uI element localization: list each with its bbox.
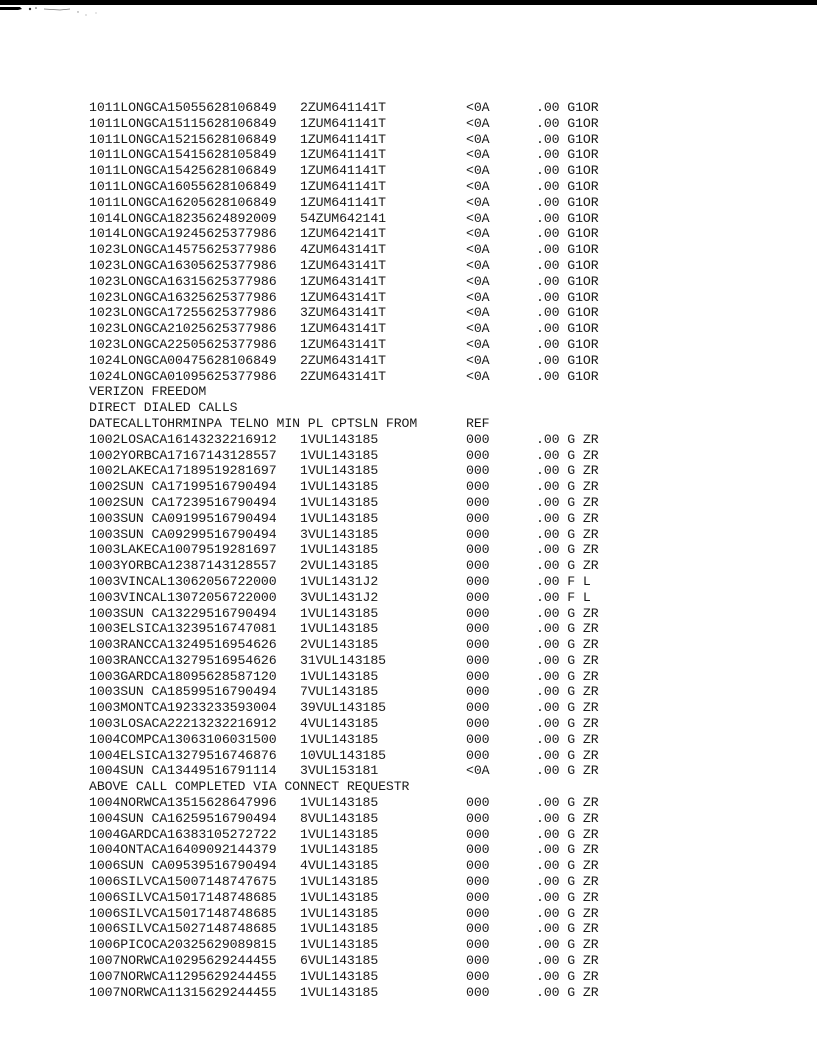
call-minutes-code: 8VUL143185 <box>300 810 379 826</box>
call-date-location-number: 1003GARDCA18095628587120 <box>89 668 277 684</box>
call-minutes-code: 1ZUM643141T <box>300 321 386 337</box>
call-amount-flags: .00 G ZR <box>536 968 599 984</box>
call-ref-code: 000 <box>466 652 490 668</box>
call-ref-code: 000 <box>466 874 490 890</box>
call-minutes-code: 1VUL143185 <box>300 921 379 937</box>
call-minutes-code: 1VUL143185 <box>300 668 379 684</box>
call-date-location-number: 1011LONGCA16055628106849 <box>89 178 277 194</box>
call-record-row <box>89 479 789 495</box>
call-record-row <box>89 700 789 716</box>
call-record-row <box>89 321 789 337</box>
call-ref-code: 000 <box>466 968 490 984</box>
call-minutes-code: 1VUL143185 <box>300 826 379 842</box>
call-ref-code: <0A <box>466 257 490 273</box>
call-minutes-code: 1VUL143185 <box>300 463 379 479</box>
call-minutes-code: 1VUL143185 <box>300 905 379 921</box>
call-record-row <box>89 132 789 148</box>
call-minutes-code: 1ZUM641141T <box>300 178 386 194</box>
call-record-row <box>89 432 789 448</box>
call-date-location-number: 1011LONGCA15115628106849 <box>89 115 277 131</box>
call-ref-code: 000 <box>466 889 490 905</box>
call-date-location-number: 1002LAKECA17189519281697 <box>89 463 277 479</box>
call-ref-code: <0A <box>466 336 490 352</box>
call-date-location-number: 1014LONGCA19245625377986 <box>89 226 277 242</box>
call-ref-code: <0A <box>466 321 490 337</box>
call-minutes-code: 3VUL143185 <box>300 526 379 542</box>
call-date-location-number: 1004SUN CA16259516790494 <box>89 810 277 826</box>
call-ref-code: 000 <box>466 573 490 589</box>
call-record-row <box>89 953 789 969</box>
call-amount-flags: .00 G ZR <box>536 558 599 574</box>
call-amount-flags: .00 G ZR <box>536 510 599 526</box>
call-ref-code: <0A <box>466 242 490 258</box>
call-ref-code: 000 <box>466 479 490 495</box>
call-amount-flags: .00 G ZR <box>536 431 599 447</box>
call-ref-code: 000 <box>466 447 490 463</box>
call-record-row <box>89 874 789 890</box>
call-record-row <box>89 305 789 321</box>
call-amount-flags: .00 G ZR <box>536 842 599 858</box>
call-minutes-code: 1VUL1431J2 <box>300 573 379 589</box>
call-date-location-number: 1004ELSICA13279516746876 <box>89 747 277 763</box>
call-amount-flags: .00 G ZR <box>536 810 599 826</box>
call-amount-flags: .00 G ZR <box>536 795 599 811</box>
call-ref-code: 000 <box>466 810 490 826</box>
call-amount-flags: .00 G ZR <box>536 463 599 479</box>
call-ref-code: 000 <box>466 905 490 921</box>
call-record-row <box>89 116 789 132</box>
call-date-location-number: 1011LONGCA15055628106849 <box>89 100 277 115</box>
call-record-row <box>89 827 789 843</box>
call-date-location-number: 1011LONGCA15415628105849 <box>89 147 277 163</box>
call-ref-code: 000 <box>466 510 490 526</box>
call-record-row <box>89 495 789 511</box>
call-record-row <box>89 527 789 543</box>
call-ref-code: <0A <box>466 289 490 305</box>
call-date-location-number: 1023LONGCA14575625377986 <box>89 242 277 258</box>
call-ref-code: <0A <box>466 226 490 242</box>
call-amount-flags: .00 G1OR <box>536 352 599 368</box>
call-minutes-code: 1VUL143185 <box>300 447 379 463</box>
call-date-location-number: 1007NORWCA11315629244455 <box>89 984 277 1000</box>
scan-artifact <box>0 5 110 25</box>
call-minutes-code: 1ZUM641141T <box>300 115 386 131</box>
call-record-row <box>89 985 789 1001</box>
call-date-location-number: 1002SUN CA17199516790494 <box>89 479 277 495</box>
call-minutes-code: 1ZUM643141T <box>300 273 386 289</box>
call-amount-flags: .00 G ZR <box>536 889 599 905</box>
call-amount-flags: .00 G1OR <box>536 289 599 305</box>
call-amount-flags: .00 G1OR <box>536 163 599 179</box>
call-amount-flags: .00 G ZR <box>536 937 599 953</box>
call-record-row <box>89 669 789 685</box>
call-date-location-number: 1023LONGCA21025625377986 <box>89 321 277 337</box>
call-record-row <box>89 558 789 574</box>
call-ref-code: 000 <box>466 716 490 732</box>
call-amount-flags: .00 G ZR <box>536 447 599 463</box>
call-date-location-number: 1023LONGCA16315625377986 <box>89 273 277 289</box>
call-minutes-code: 2VUL143185 <box>300 558 379 574</box>
call-amount-flags: .00 G ZR <box>536 637 599 653</box>
call-ref-code: <0A <box>466 194 490 210</box>
call-record-row <box>89 763 789 779</box>
call-minutes-code: 3VUL153181 <box>300 763 379 779</box>
call-date-location-number: 1014LONGCA18235624892009 <box>89 210 277 226</box>
call-ref-code: <0A <box>466 147 490 163</box>
call-minutes-code: 1VUL143185 <box>300 479 379 495</box>
call-date-location-number: 1007NORWCA10295629244455 <box>89 953 277 969</box>
call-amount-flags: .00 G1OR <box>536 226 599 242</box>
call-amount-flags: .00 F L <box>536 573 591 589</box>
call-minutes-code: 2ZUM643141T <box>300 352 386 368</box>
call-ref-code: <0A <box>466 368 490 384</box>
call-date-location-number: 1003YORBCA12387143128557 <box>89 558 277 574</box>
call-date-location-number: 1003RANCCA13249516954626 <box>89 637 277 653</box>
call-ref-code: <0A <box>466 100 490 115</box>
call-record-row <box>89 906 789 922</box>
call-ref-code: 000 <box>466 858 490 874</box>
call-record-row <box>89 211 789 227</box>
call-minutes-code: 7VUL143185 <box>300 684 379 700</box>
call-date-location-number: 1004NORWCA13515628647996 <box>89 795 277 811</box>
call-amount-flags: .00 G1OR <box>536 273 599 289</box>
call-ref-code: <0A <box>466 178 490 194</box>
call-record-row <box>89 100 789 116</box>
call-minutes-code: 2ZUM641141T <box>300 100 386 115</box>
call-date-location-number: 1023LONGCA22505625377986 <box>89 336 277 352</box>
call-ref-code: 000 <box>466 637 490 653</box>
call-ref-code: <0A <box>466 115 490 131</box>
call-minutes-code: 1VUL143185 <box>300 510 379 526</box>
call-date-location-number: 1004ONTACA16409092144379 <box>89 842 277 858</box>
call-ref-code: <0A <box>466 352 490 368</box>
long-distance-call-rows <box>89 100 789 384</box>
call-minutes-code: 1ZUM642141T <box>300 226 386 242</box>
call-date-location-number: 1003VINCAL13072056722000 <box>89 589 277 605</box>
call-minutes-code: 3ZUM643141T <box>300 305 386 321</box>
call-minutes-code: 1VUL143185 <box>300 605 379 621</box>
call-record-row <box>89 606 789 622</box>
call-amount-flags: .00 G ZR <box>536 700 599 716</box>
section-heading: DIRECT DIALED CALLS <box>89 400 238 416</box>
call-ref-code: 000 <box>466 558 490 574</box>
call-amount-flags: .00 G ZR <box>536 526 599 542</box>
call-amount-flags: .00 G ZR <box>536 731 599 747</box>
call-minutes-code: 3VUL1431J2 <box>300 589 379 605</box>
call-date-location-number: 1024LONGCA01095625377986 <box>89 368 277 384</box>
call-date-location-number: 1003LOSACA22213232216912 <box>89 716 277 732</box>
call-ref-code: 000 <box>466 984 490 1000</box>
call-amount-flags: .00 G1OR <box>536 115 599 131</box>
call-amount-flags: .00 G ZR <box>536 747 599 763</box>
call-record-row <box>89 732 789 748</box>
call-date-location-number: 1006SILVCA15017148748685 <box>89 889 277 905</box>
call-amount-flags: .00 G1OR <box>536 210 599 226</box>
call-record-row <box>89 684 789 700</box>
call-minutes-code: 1ZUM643141T <box>300 257 386 273</box>
call-minutes-code: 1VUL143185 <box>300 494 379 510</box>
call-date-location-number: 1003SUN CA18599516790494 <box>89 684 277 700</box>
call-amount-flags: .00 G ZR <box>536 826 599 842</box>
call-record-row <box>89 147 789 163</box>
connect-request-note: ABOVE CALL COMPLETED VIA CONNECT REQUESTR <box>89 779 410 795</box>
call-amount-flags: .00 G ZR <box>536 763 599 779</box>
call-minutes-code: 1VUL143185 <box>300 542 379 558</box>
call-record-row <box>89 195 789 211</box>
call-amount-flags: .00 G ZR <box>536 652 599 668</box>
call-amount-flags: .00 G1OR <box>536 257 599 273</box>
call-minutes-code: 1VUL143185 <box>300 937 379 953</box>
call-record-row <box>89 842 789 858</box>
call-ref-code: 000 <box>466 937 490 953</box>
call-date-location-number: 1011LONGCA15425628106849 <box>89 163 277 179</box>
call-date-location-number: 1006SILVCA15027148748685 <box>89 921 277 937</box>
call-ref-code: <0A <box>466 763 490 779</box>
call-record-row <box>89 226 789 242</box>
call-minutes-code: 1ZUM641141T <box>300 147 386 163</box>
call-minutes-code: 1VUL143185 <box>300 889 379 905</box>
call-amount-flags: .00 G ZR <box>536 494 599 510</box>
call-ref-code: 000 <box>466 921 490 937</box>
call-ref-code: 000 <box>466 431 490 447</box>
call-ref-code: 000 <box>466 463 490 479</box>
direct-dialed-call-rows-continued <box>89 795 789 1000</box>
call-minutes-code: 1VUL143185 <box>300 431 379 447</box>
call-date-location-number: 1004GARDCA16383105272722 <box>89 826 277 842</box>
call-ref-code: 000 <box>466 668 490 684</box>
call-amount-flags: .00 G1OR <box>536 368 599 384</box>
call-date-location-number: 1006SUN CA09539516790494 <box>89 858 277 874</box>
call-date-location-number: 1003SUN CA13229516790494 <box>89 605 277 621</box>
call-amount-flags: .00 G1OR <box>536 194 599 210</box>
call-minutes-code: 1ZUM641141T <box>300 131 386 147</box>
call-record-row <box>89 748 789 764</box>
call-date-location-number: 1002SUN CA17239516790494 <box>89 494 277 510</box>
call-record-row <box>89 353 789 369</box>
call-minutes-code: 1ZUM641141T <box>300 194 386 210</box>
column-header-labels: DATECALLTOHRMINPA TELNO MIN PL CPTSLN FROM <box>89 415 418 431</box>
company-heading: VERIZON FREEDOM <box>89 384 207 400</box>
call-amount-flags: .00 G ZR <box>536 858 599 874</box>
call-amount-flags: .00 G ZR <box>536 921 599 937</box>
call-record-row <box>89 890 789 906</box>
call-date-location-number: 1002LOSACA16143232216912 <box>89 431 277 447</box>
call-amount-flags: .00 G1OR <box>536 131 599 147</box>
call-record-row <box>89 274 789 290</box>
call-date-location-number: 1003MONTCA19233233593004 <box>89 700 277 716</box>
call-minutes-code: 1VUL143185 <box>300 874 379 890</box>
call-record-row <box>89 369 789 385</box>
call-ref-code: 000 <box>466 684 490 700</box>
call-date-location-number: 1003VINCAL13062056722000 <box>89 573 277 589</box>
call-ref-code: <0A <box>466 210 490 226</box>
call-ref-code: 000 <box>466 605 490 621</box>
call-ref-code: <0A <box>466 273 490 289</box>
call-amount-flags: .00 G1OR <box>536 336 599 352</box>
call-ref-code: 000 <box>466 621 490 637</box>
call-ref-code: 000 <box>466 542 490 558</box>
call-amount-flags: .00 G ZR <box>536 668 599 684</box>
call-minutes-code: 1VUL143185 <box>300 968 379 984</box>
call-record-row <box>89 258 789 274</box>
call-record-row <box>89 858 789 874</box>
call-record-row <box>89 937 789 953</box>
call-date-location-number: 1006PICOCA20325629089815 <box>89 937 277 953</box>
call-date-location-number: 1023LONGCA16305625377986 <box>89 257 277 273</box>
call-record-row <box>89 542 789 558</box>
call-minutes-code: 1ZUM643141T <box>300 289 386 305</box>
call-minutes-code: 1ZUM641141T <box>300 163 386 179</box>
call-record-row <box>89 590 789 606</box>
call-ref-code: 000 <box>466 494 490 510</box>
call-minutes-code: 39VUL143185 <box>300 700 386 716</box>
call-record-row <box>89 163 789 179</box>
call-ref-code: <0A <box>466 163 490 179</box>
call-amount-flags: .00 G1OR <box>536 305 599 321</box>
call-record-row <box>89 921 789 937</box>
call-record-row <box>89 511 789 527</box>
call-record-row <box>89 621 789 637</box>
call-record-row <box>89 448 789 464</box>
call-amount-flags: .00 G1OR <box>536 321 599 337</box>
call-amount-flags: .00 G1OR <box>536 100 599 115</box>
call-record-row <box>89 574 789 590</box>
call-minutes-code: 4VUL143185 <box>300 858 379 874</box>
call-amount-flags: .00 G ZR <box>536 542 599 558</box>
call-ref-code: 000 <box>466 795 490 811</box>
call-amount-flags: .00 G1OR <box>536 242 599 258</box>
call-ref-code: 000 <box>466 731 490 747</box>
call-date-location-number: 1011LONGCA15215628106849 <box>89 131 277 147</box>
call-record-row <box>89 337 789 353</box>
call-minutes-code: 1VUL143185 <box>300 984 379 1000</box>
call-ref-code: 000 <box>466 826 490 842</box>
call-minutes-code: 10VUL143185 <box>300 747 386 763</box>
call-minutes-code: 1VUL143185 <box>300 731 379 747</box>
call-minutes-code: 6VUL143185 <box>300 953 379 969</box>
call-ref-code: <0A <box>466 131 490 147</box>
call-amount-flags: .00 G ZR <box>536 479 599 495</box>
call-minutes-code: 1VUL143185 <box>300 795 379 811</box>
call-amount-flags: .00 G1OR <box>536 147 599 163</box>
call-amount-flags: .00 G ZR <box>536 905 599 921</box>
column-header-ref: REF <box>466 415 490 431</box>
call-date-location-number: 1004COMPCA13063106031500 <box>89 731 277 747</box>
call-amount-flags: .00 G ZR <box>536 605 599 621</box>
call-ref-code: 000 <box>466 589 490 605</box>
call-date-location-number: 1023LONGCA17255625377986 <box>89 305 277 321</box>
call-ref-code: 000 <box>466 700 490 716</box>
call-record-row <box>89 637 789 653</box>
call-minutes-code: 54ZUM642141 <box>300 210 386 226</box>
call-date-location-number: 1024LONGCA00475628106849 <box>89 352 277 368</box>
call-amount-flags: .00 G ZR <box>536 874 599 890</box>
call-record-row <box>89 811 789 827</box>
call-minutes-code: 2VUL143185 <box>300 637 379 653</box>
call-date-location-number: 1003ELSICA13239516747081 <box>89 621 277 637</box>
call-date-location-number: 1002YORBCA17167143128557 <box>89 447 277 463</box>
call-amount-flags: .00 F L <box>536 589 591 605</box>
call-minutes-code: 4VUL143185 <box>300 716 379 732</box>
call-minutes-code: 2ZUM643141T <box>300 368 386 384</box>
call-record-row <box>89 969 789 985</box>
top-border-rule <box>0 0 817 5</box>
call-ref-code: 000 <box>466 747 490 763</box>
call-minutes-code: 4ZUM643141T <box>300 242 386 258</box>
call-minutes-code: 1VUL143185 <box>300 842 379 858</box>
call-date-location-number: 1003LAKECA10079519281697 <box>89 542 277 558</box>
call-detail-listing <box>89 100 789 1000</box>
call-minutes-code: 31VUL143185 <box>300 652 386 668</box>
call-record-row <box>89 242 789 258</box>
call-minutes-code: 1VUL143185 <box>300 621 379 637</box>
call-ref-code: 000 <box>466 953 490 969</box>
call-ref-code: 000 <box>466 526 490 542</box>
call-date-location-number: 1011LONGCA16205628106849 <box>89 194 277 210</box>
call-ref-code: 000 <box>466 842 490 858</box>
call-date-location-number: 1006SILVCA15007148747675 <box>89 874 277 890</box>
call-amount-flags: .00 G ZR <box>536 953 599 969</box>
call-amount-flags: .00 G ZR <box>536 684 599 700</box>
call-date-location-number: 1003SUN CA09299516790494 <box>89 526 277 542</box>
call-record-row <box>89 716 789 732</box>
call-record-row <box>89 795 789 811</box>
call-record-row <box>89 463 789 479</box>
call-date-location-number: 1004SUN CA13449516791114 <box>89 763 277 779</box>
call-record-row <box>89 290 789 306</box>
call-ref-code: <0A <box>466 305 490 321</box>
call-minutes-code: 1ZUM643141T <box>300 336 386 352</box>
column-header-row <box>89 416 789 432</box>
call-date-location-number: 1007NORWCA11295629244455 <box>89 968 277 984</box>
direct-dialed-call-rows <box>89 432 789 780</box>
call-date-location-number: 1023LONGCA16325625377986 <box>89 289 277 305</box>
call-amount-flags: .00 G ZR <box>536 621 599 637</box>
call-date-location-number: 1003RANCCA13279516954626 <box>89 652 277 668</box>
call-date-location-number: 1006SILVCA15017148748685 <box>89 905 277 921</box>
call-amount-flags: .00 G ZR <box>536 984 599 1000</box>
call-record-row <box>89 653 789 669</box>
call-amount-flags: .00 G ZR <box>536 716 599 732</box>
call-date-location-number: 1003SUN CA09199516790494 <box>89 510 277 526</box>
call-amount-flags: .00 G1OR <box>536 178 599 194</box>
call-record-row <box>89 179 789 195</box>
